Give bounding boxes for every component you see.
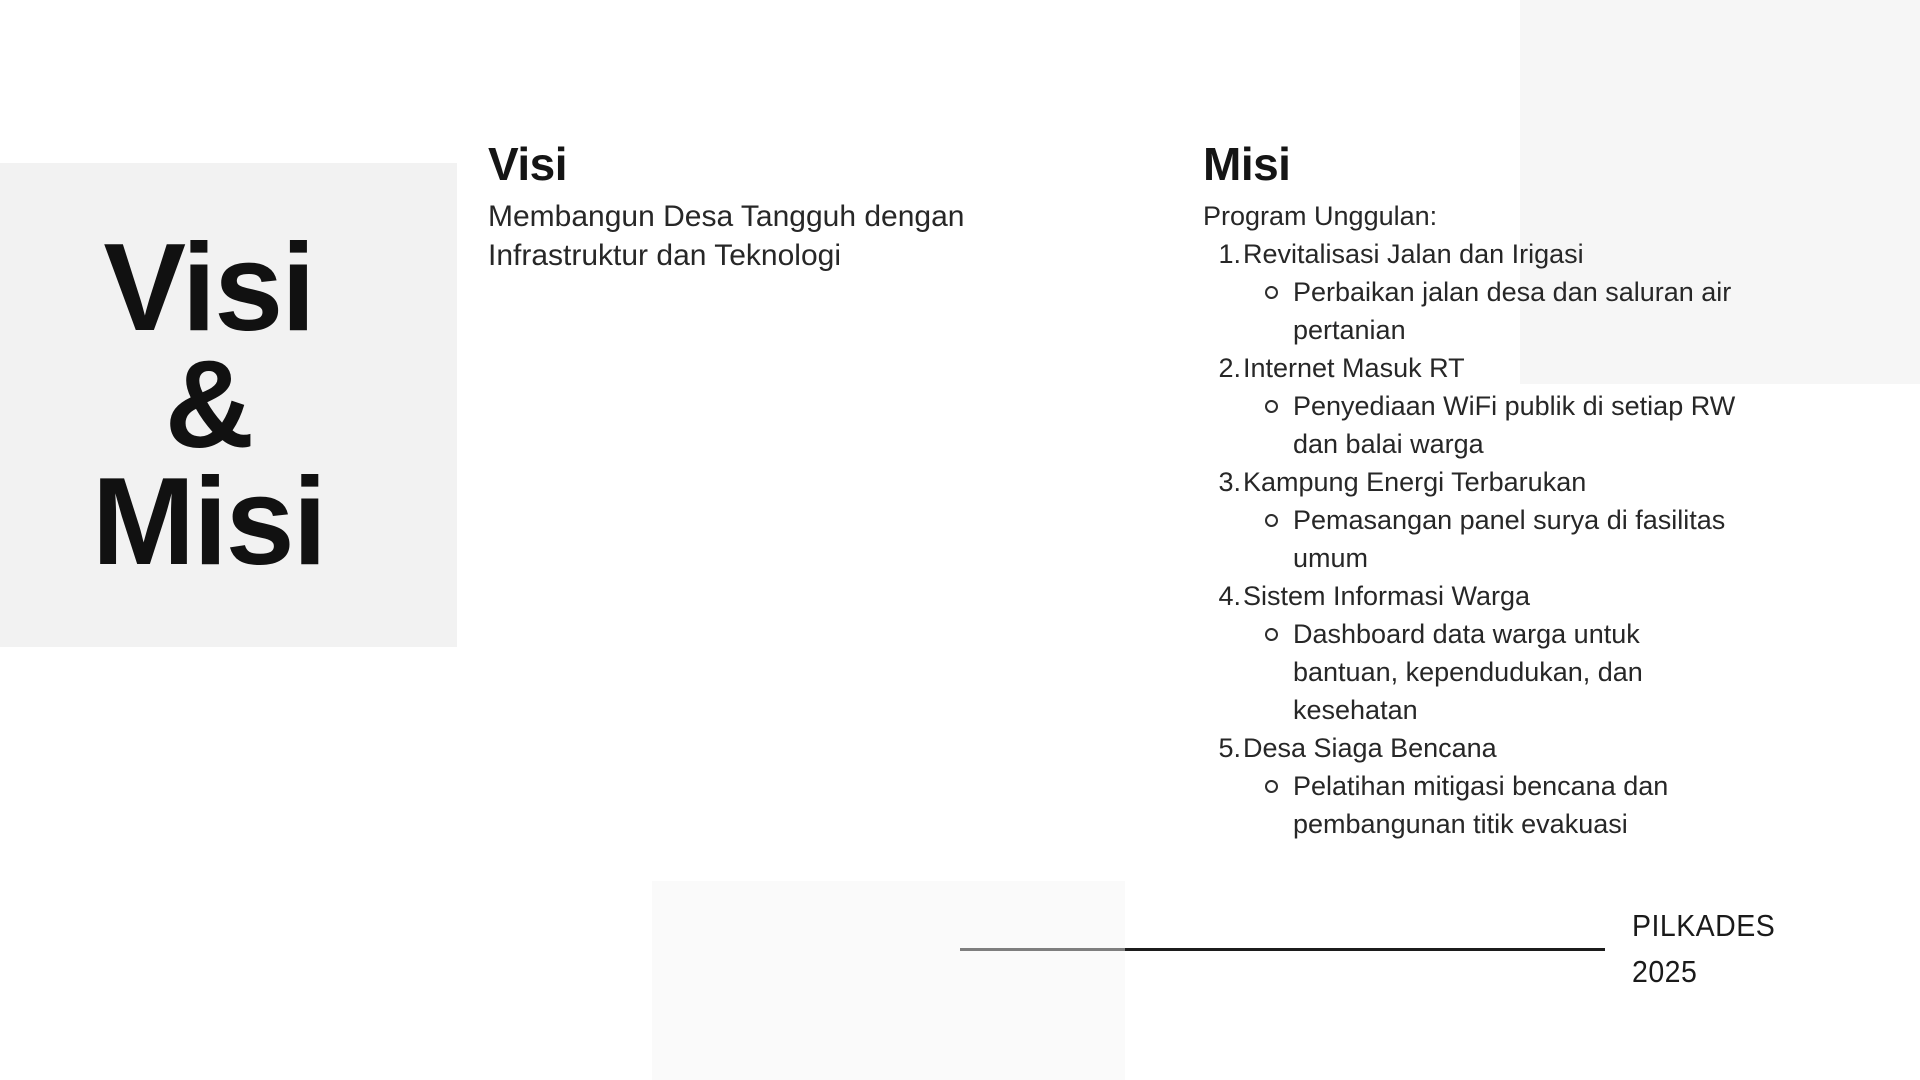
- misi-heading: Misi: [1203, 138, 1291, 190]
- footer-label: PILKADES 2025: [1632, 908, 1776, 989]
- visi-statement: Membangun Desa Tangguh dengan Infrastruktur dan Teknologi: [488, 200, 965, 272]
- slide-title: Visi & Misi: [91, 218, 326, 591]
- list-item-title: Internet Masuk RT: [1243, 353, 1465, 383]
- list-subitem-text: Pelatihan mitigasi bencana dan pembangunan titik evakuasi: [1293, 771, 1669, 839]
- list-item-number: 2.: [1218, 353, 1241, 383]
- misi-list-item: [1203, 349, 1803, 463]
- list-item-number: 4.: [1218, 581, 1241, 611]
- left-accent-panel: [0, 163, 457, 647]
- circle-bullet-icon: [1265, 286, 1278, 299]
- misi-intro: Program Unggulan:: [1203, 201, 1438, 231]
- list-item-number: 5.: [1218, 733, 1241, 763]
- list-item-title: Desa Siaga Bencana: [1243, 733, 1497, 763]
- list-subitem-text: Pemasangan panel surya di fasilitas umum: [1293, 505, 1726, 573]
- misi-list-item: [1203, 577, 1803, 729]
- list-item-number: 3.: [1218, 467, 1241, 497]
- divider-line: [960, 948, 1605, 951]
- circle-bullet-icon: [1265, 514, 1278, 527]
- visi-section: [488, 139, 1048, 275]
- misi-section: [1203, 139, 1803, 843]
- circle-bullet-icon: [1265, 400, 1278, 413]
- list-subitem-text: Penyediaan WiFi publik di setiap RW dan balai warga: [1293, 391, 1736, 459]
- list-item-number: 1.: [1218, 239, 1241, 269]
- circle-bullet-icon: [1265, 628, 1278, 641]
- misi-program-list: [1203, 235, 1803, 843]
- misi-list-item: [1203, 235, 1803, 349]
- bottom-center-accent-panel: [652, 881, 1125, 1080]
- visi-heading: Visi: [488, 138, 567, 190]
- list-item-title: Revitalisasi Jalan dan Irigasi: [1243, 239, 1584, 269]
- circle-bullet-icon: [1265, 780, 1278, 793]
- misi-list-item: [1203, 463, 1803, 577]
- list-item-title: Kampung Energi Terbarukan: [1243, 467, 1587, 497]
- list-item-title: Sistem Informasi Warga: [1243, 581, 1531, 611]
- list-subitem-text: Dashboard data warga untuk bantuan, kependudukan, dan kesehatan: [1293, 619, 1643, 725]
- misi-list-item: [1203, 729, 1803, 843]
- list-subitem-text: Perbaikan jalan desa dan saluran air pertanian: [1293, 277, 1732, 345]
